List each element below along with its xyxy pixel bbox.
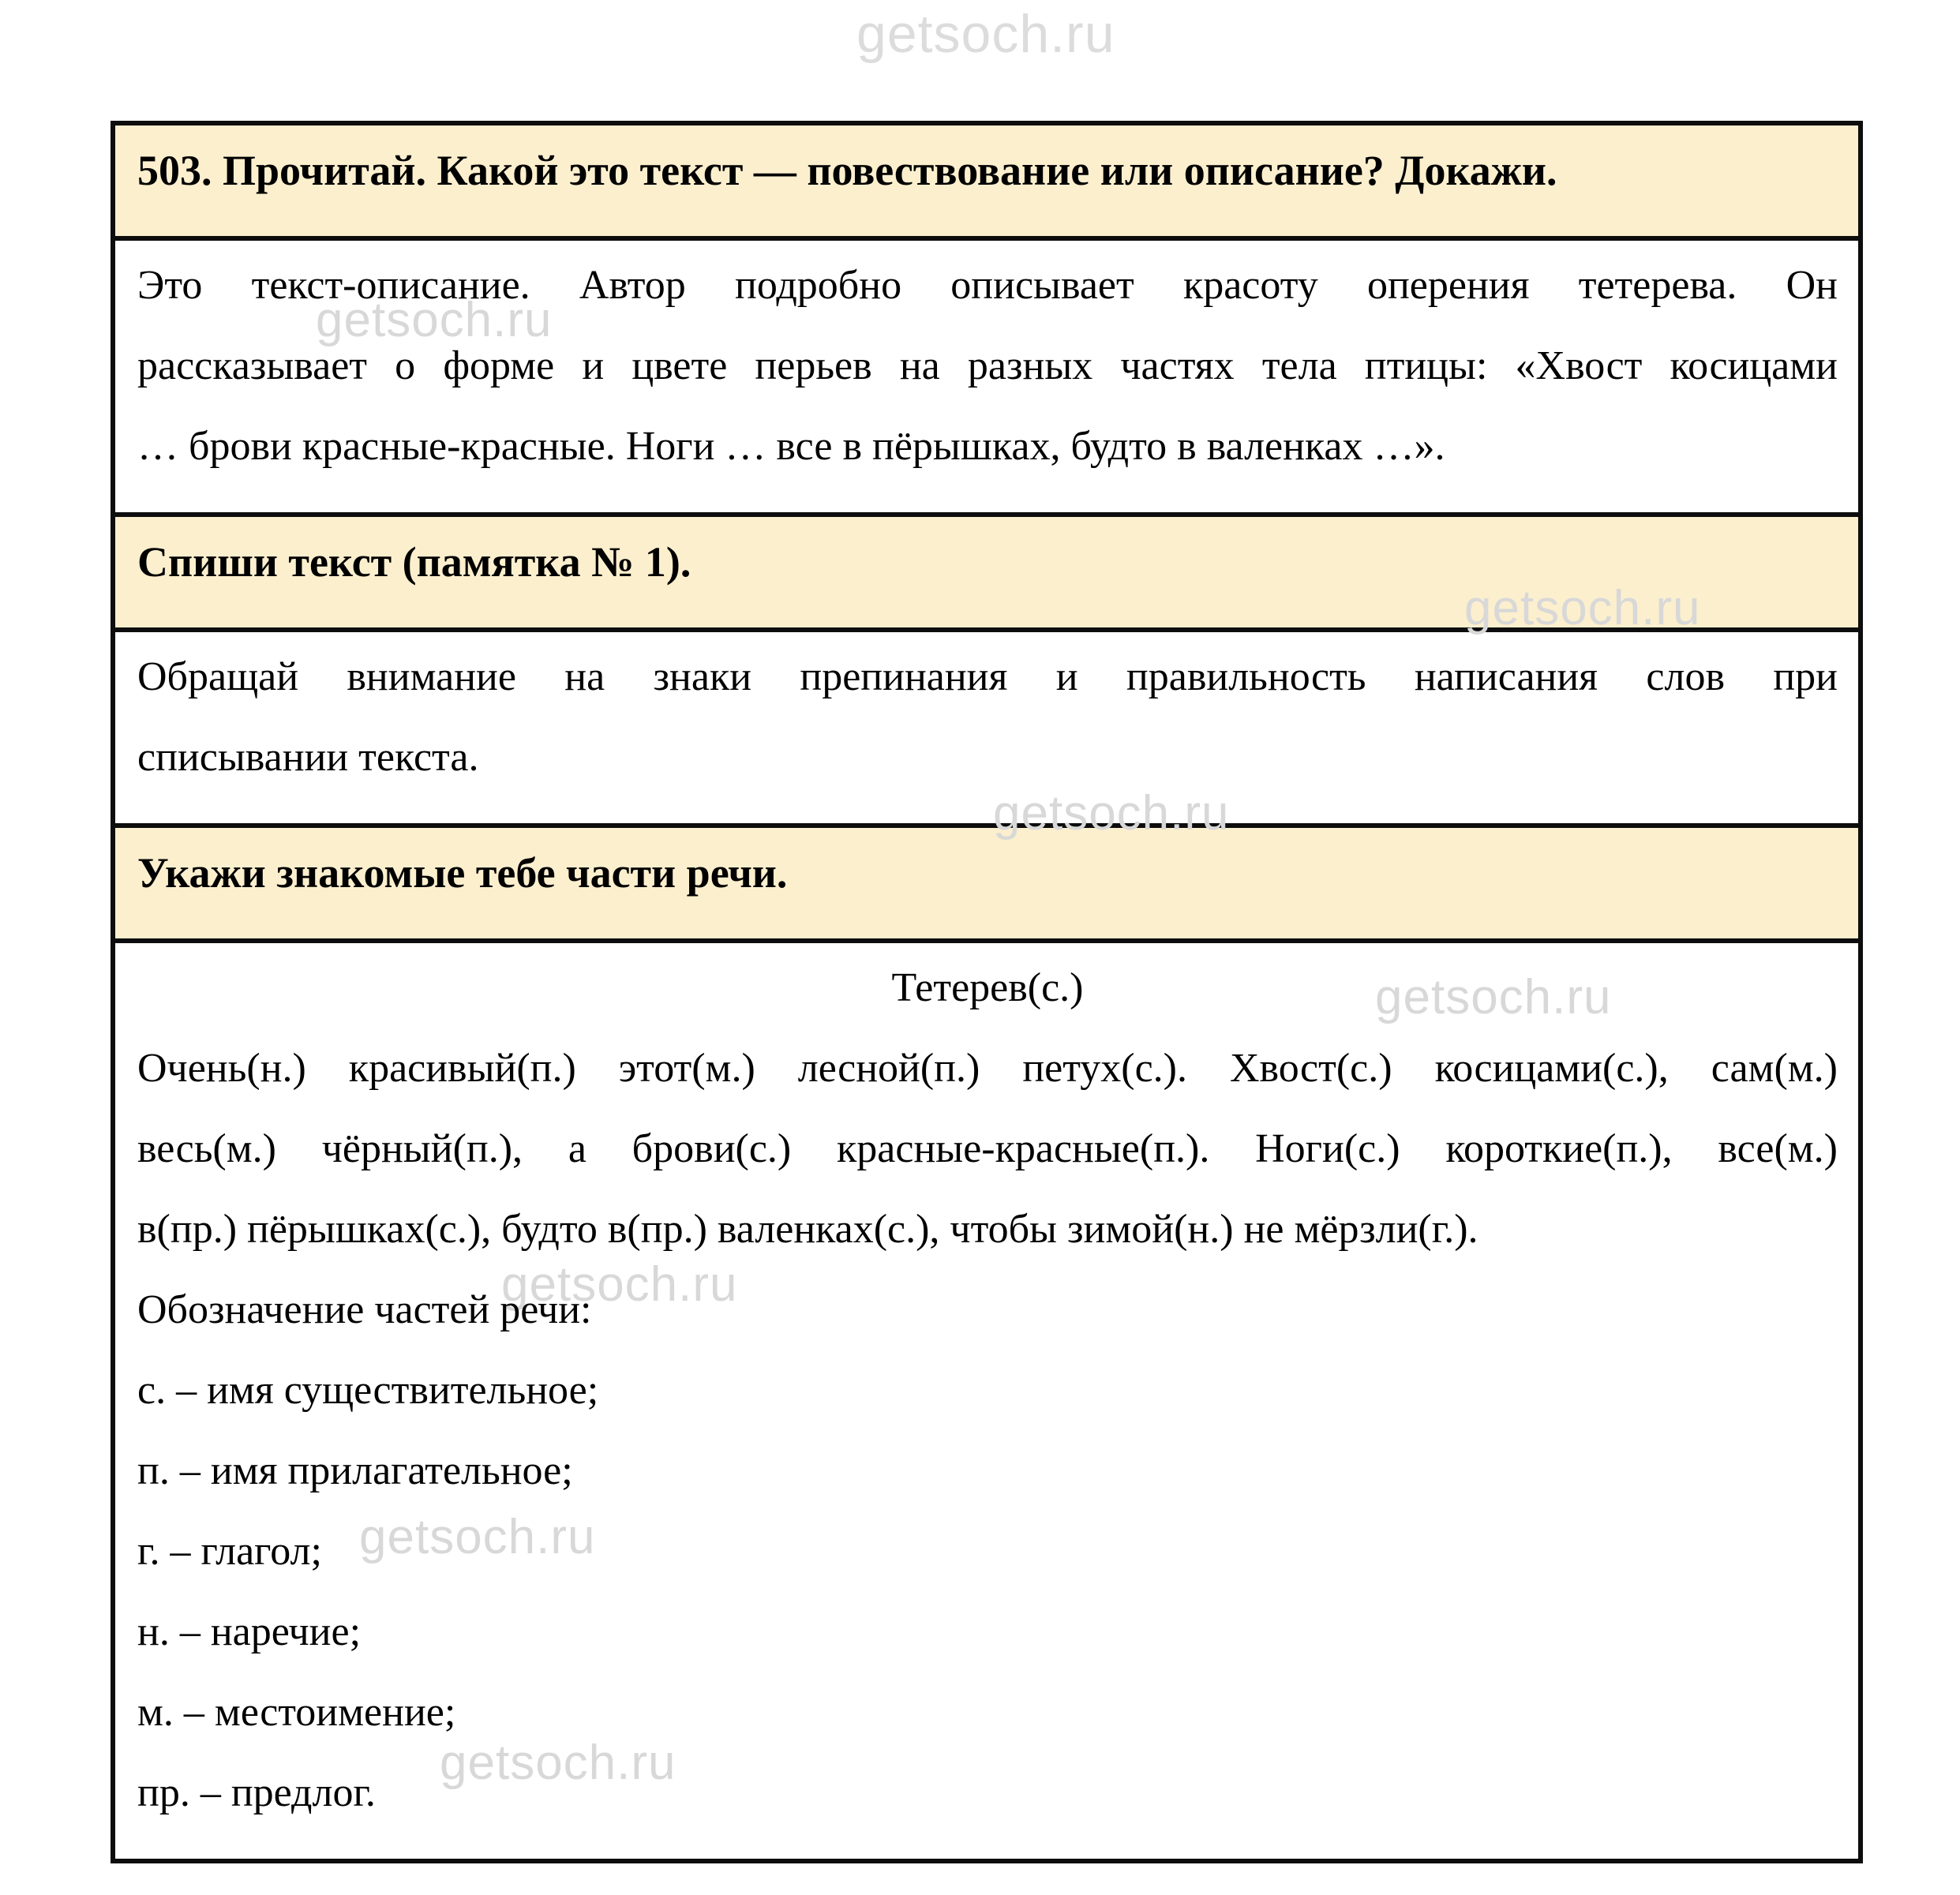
answer2-line2: списывании текста. — [137, 735, 479, 780]
answer1-line1: Это текст-описание. Автор подробно описывает красоту оперения тетерева. Он — [137, 263, 1838, 308]
task-parts-of-speech-text: Укажи знакомые тебе части речи. — [137, 849, 788, 897]
answer-table — [111, 121, 1863, 1863]
legend-adjective: п. – имя прилагательное; — [137, 1448, 573, 1493]
task-row-parts-of-speech — [115, 828, 1858, 943]
watermark-task2: getsoch.ru — [1464, 581, 1701, 635]
watermark-answer3a: getsoch.ru — [1375, 970, 1612, 1024]
watermark-bottom: getsoch.ru — [440, 1736, 676, 1790]
answer3-heading: Тетерев(с.) — [891, 965, 1084, 1010]
answer-row-2 — [115, 632, 1858, 828]
answer-row-3 — [115, 943, 1858, 1859]
answer3-line1: Очень(н.) красивый(п.) этот(м.) лесной(п.) петух(с.). Хвост(с.) косицами(с.), сам(м.) — [137, 1046, 1838, 1091]
legend-noun: с. – имя существительное; — [137, 1368, 599, 1413]
task-row-copy-text — [115, 517, 1858, 632]
task-copy-text: Спиши текст (памятка № 1). — [137, 538, 691, 586]
watermark-answer3c: getsoch.ru — [359, 1510, 596, 1564]
legend-verb: г. – глагол; — [137, 1529, 322, 1574]
task-row-503 — [115, 125, 1858, 241]
answer1-line3: … брови красные-красные. Ноги … все в пёрышках, будто в валенках …». — [137, 424, 1445, 469]
watermark-answer3b: getsoch.ru — [501, 1257, 738, 1312]
answer3-line2: весь(м.) чёрный(п.), а брови(с.) красные-красные(п.). Ноги(с.) короткие(п.), все(м.) — [137, 1126, 1838, 1171]
legend-adverb: н. – наречие; — [137, 1609, 362, 1654]
answer3-line3: в(пр.) пёрышках(с.), будто в(пр.) валенках(с.), чтобы зимой(н.) не мёрзли(г.). — [137, 1207, 1478, 1252]
answer-row-1 — [115, 241, 1858, 517]
legend-title: Обозначение частей речи: — [137, 1287, 592, 1332]
legend-pronoun: м. – местоимение; — [137, 1690, 456, 1735]
task-503-text: 503. Прочитай. Какой это текст — повествование или описание? Докажи. — [137, 147, 1557, 194]
answer2-line1: Обращай внимание на знаки препинания и правильность написания слов при — [137, 654, 1838, 699]
answer1-line2: рассказывает о форме и цвете перьев на разных частях тела птицы: «Хвост косицами — [137, 343, 1838, 388]
legend-preposition: пр. – предлог. — [137, 1770, 376, 1815]
watermark-answer2: getsoch.ru — [993, 786, 1230, 841]
watermark-top: getsoch.ru — [856, 4, 1115, 64]
watermark-answer1: getsoch.ru — [316, 293, 553, 347]
